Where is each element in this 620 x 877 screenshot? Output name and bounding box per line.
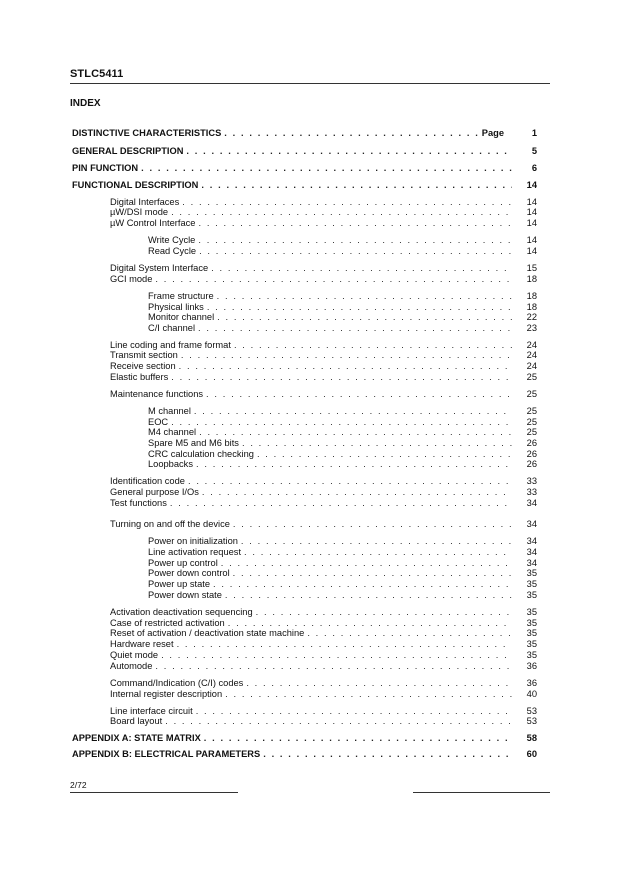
toc-entry-label: µW Control Interface [110, 218, 196, 228]
dot-leader [196, 459, 512, 470]
toc-entry-label: Command/Indication (C/I) codes [110, 678, 244, 688]
toc-entry-label: GENERAL DESCRIPTION [72, 146, 184, 156]
dot-leader [246, 678, 512, 689]
dot-leader [171, 372, 512, 383]
dot-leader [171, 207, 512, 218]
toc-entry-page: 24 [526, 340, 537, 350]
toc-entry-page: 34 [526, 498, 537, 508]
toc-entry-label: CRC calculation checking [148, 449, 254, 459]
toc-entry[interactable] [148, 312, 537, 323]
toc-entry[interactable] [148, 536, 537, 547]
dot-leader [241, 536, 512, 547]
toc-entry-label: Transmit section [110, 350, 178, 360]
toc-entry-page: 40 [526, 689, 537, 699]
toc-entry-page: 24 [526, 361, 537, 371]
toc-entry-page: 35 [526, 568, 537, 578]
toc-entry[interactable] [72, 733, 537, 744]
dot-leader [307, 628, 512, 639]
dot-leader [225, 689, 512, 700]
toc-entry[interactable] [110, 389, 537, 400]
toc-entry-label: EOC [148, 417, 169, 427]
toc-entry[interactable] [110, 361, 537, 372]
toc-entry-page: 25 [526, 427, 537, 437]
toc-entry-page: 33 [526, 487, 537, 497]
toc-entry-page: 53 [526, 706, 537, 716]
toc-entry[interactable] [148, 459, 537, 470]
toc-entry-label: M channel [148, 406, 191, 416]
toc-entry-page: 26 [526, 459, 537, 469]
toc-entry-page: 35 [526, 618, 537, 628]
toc-entry[interactable] [72, 180, 537, 191]
toc-entry[interactable] [110, 498, 537, 509]
toc-entry[interactable] [148, 246, 537, 257]
toc-entry[interactable] [110, 487, 537, 498]
dot-leader [201, 180, 512, 191]
toc-entry[interactable] [72, 163, 537, 174]
page-column-label: Page [481, 128, 504, 138]
toc-entry[interactable] [110, 628, 537, 639]
toc-entry-label: APPENDIX A: STATE MATRIX [72, 733, 201, 743]
dot-leader [165, 716, 512, 727]
toc-entry[interactable] [110, 207, 537, 218]
toc-entry[interactable] [110, 218, 537, 229]
dot-leader [211, 263, 512, 274]
toc-entry-label: Line activation request [148, 547, 242, 557]
toc-entry-label: DISTINCTIVE CHARACTERISTICS [72, 128, 222, 138]
toc-entry[interactable] [148, 427, 537, 438]
dot-leader [217, 291, 512, 302]
toc-entry-page: 18 [526, 302, 537, 312]
toc-entry-page: 36 [526, 678, 537, 688]
toc-entry[interactable] [148, 406, 537, 417]
toc-entry-page: 34 [526, 558, 537, 568]
toc-entry-label: FUNCTIONAL DESCRIPTION [72, 180, 199, 190]
toc-entry-page: 33 [526, 476, 537, 486]
dot-leader [224, 128, 478, 139]
toc-entry[interactable] [110, 607, 537, 618]
dot-leader [206, 389, 512, 400]
toc-entry-label: Line coding and frame format [110, 340, 231, 350]
toc-entry-label: Case of restricted activation [110, 618, 225, 628]
toc-entry-label: Power on initialization [148, 536, 238, 546]
toc-entry[interactable] [148, 590, 537, 601]
toc-entry-page: 35 [526, 607, 537, 617]
toc-entry-page: 14 [526, 218, 537, 228]
toc-entry-page: 60 [526, 749, 537, 759]
dot-leader [217, 312, 512, 323]
toc-entry-label: Spare M5 and M6 bits [148, 438, 239, 448]
toc-entry-label: APPENDIX B: ELECTRICAL PARAMETERS [72, 749, 261, 759]
toc-entry-label: Read Cycle [148, 246, 197, 256]
dot-leader [181, 350, 512, 361]
toc-entry[interactable] [148, 568, 537, 579]
toc-entry-page: 24 [526, 350, 537, 360]
toc-entry[interactable] [148, 235, 537, 246]
dot-leader [194, 406, 512, 417]
toc-entry[interactable] [110, 689, 537, 700]
toc-entry-page: 35 [526, 628, 537, 638]
toc-entry[interactable] [110, 372, 537, 383]
dot-leader [213, 579, 512, 590]
dot-leader [225, 590, 512, 601]
toc-entry-page: 25 [526, 372, 537, 382]
dot-leader [242, 438, 512, 449]
toc-entry-label: Activation deactivation sequencing [110, 607, 253, 617]
footer-rule-left [70, 792, 238, 793]
dot-leader [199, 246, 512, 257]
page-number: 2/72 [70, 780, 87, 790]
dot-leader [155, 274, 512, 285]
toc-entry-label: GCI mode [110, 274, 153, 284]
toc-entry-page: 18 [526, 291, 537, 301]
toc-entry[interactable] [72, 749, 537, 760]
dot-leader [170, 498, 512, 509]
toc-entry-page: 35 [526, 579, 537, 589]
toc-entry-page: 34 [526, 536, 537, 546]
toc-entry-label: Hardware reset [110, 639, 174, 649]
toc-entry-label: Loopbacks [148, 459, 193, 469]
toc-entry[interactable] [110, 476, 537, 487]
toc-entry[interactable] [110, 519, 537, 530]
toc-entry-label: Digital Interfaces [110, 197, 180, 207]
toc-entry-page: 25 [526, 417, 537, 427]
toc-entry[interactable] [148, 547, 537, 558]
toc-entry-page: 14 [526, 207, 537, 217]
toc-entry-label: Test functions [110, 498, 167, 508]
dot-leader [177, 639, 512, 650]
toc-entry-page: 53 [526, 716, 537, 726]
toc-entry[interactable] [148, 579, 537, 590]
toc-entry-label: Monitor channel [148, 312, 215, 322]
toc-entry-label: Quiet mode [110, 650, 159, 660]
toc-entry-label: Reset of activation / deactivation state machine [110, 628, 305, 638]
dot-leader [204, 733, 512, 744]
dot-leader [141, 163, 512, 174]
toc-entry-page: 1 [531, 128, 537, 138]
dot-leader [155, 661, 512, 672]
toc-entry-page: 18 [526, 274, 537, 284]
toc-entry-label: General purpose I/Os [110, 487, 199, 497]
toc-entry[interactable] [110, 650, 537, 661]
toc-entry-page: 25 [526, 406, 537, 416]
toc-entry-page: 58 [526, 733, 537, 743]
document-title: STLC5411 [70, 68, 124, 80]
toc-entry-page: 36 [526, 661, 537, 671]
toc-entry-label: Frame structure [148, 291, 214, 301]
toc-entry-label: Identification code [110, 476, 185, 486]
toc-entry[interactable] [110, 678, 537, 689]
toc-entry-label: Power down control [148, 568, 230, 578]
dot-leader [188, 476, 512, 487]
toc-entry[interactable] [110, 263, 537, 274]
dot-leader [198, 235, 512, 246]
toc-entry-page: 25 [526, 389, 537, 399]
toc-entry-label: Digital System Interface [110, 263, 209, 273]
toc-entry-page: 35 [526, 650, 537, 660]
toc-entry-label: Power up state [148, 579, 211, 589]
toc-entry-page: 34 [526, 547, 537, 557]
dot-leader [202, 487, 512, 498]
toc-entry[interactable] [110, 350, 537, 361]
toc-entry-label: Maintenance functions [110, 389, 204, 399]
toc-entry-label: Board layout [110, 716, 163, 726]
dot-leader [233, 568, 512, 579]
footer-rule-right [413, 792, 550, 793]
toc-entry-page: 14 [526, 246, 537, 256]
toc-entry-label: PIN FUNCTION [72, 163, 139, 173]
toc-entry-page: 35 [526, 590, 537, 600]
toc-entry-page: 22 [526, 312, 537, 322]
toc-entry-page: 26 [526, 449, 537, 459]
dot-leader [263, 749, 512, 760]
toc-entry[interactable] [72, 128, 537, 139]
toc-entry-label: Internal register description [110, 689, 223, 699]
dot-leader [179, 361, 512, 372]
toc-entry-page: 34 [526, 519, 537, 529]
toc-entry-label: Line interface circuit [110, 706, 193, 716]
dot-leader [244, 547, 512, 558]
toc-entry[interactable] [110, 639, 537, 650]
toc-entry-label: Receive section [110, 361, 176, 371]
toc-entry[interactable] [110, 274, 537, 285]
toc-entry-page: 26 [526, 438, 537, 448]
toc-entry-page: 35 [526, 639, 537, 649]
toc-entry[interactable] [72, 146, 537, 157]
toc-entry-label: Elastic buffers [110, 372, 169, 382]
toc-entry-label: Automode [110, 661, 153, 671]
toc-entry-label: Turning on and off the device [110, 519, 230, 529]
dot-leader [198, 323, 512, 334]
toc-entry[interactable] [148, 291, 537, 302]
toc-entry[interactable] [148, 438, 537, 449]
toc-entry-page: 14 [526, 235, 537, 245]
toc-entry-label: C/I channel [148, 323, 196, 333]
dot-leader [233, 519, 512, 530]
dot-leader [256, 607, 512, 618]
dot-leader [199, 427, 512, 438]
toc-entry-page: 5 [531, 146, 537, 156]
toc-entry[interactable] [110, 716, 537, 727]
toc-entry-page: 14 [526, 180, 537, 190]
index-heading: INDEX [70, 98, 101, 109]
toc-entry-label: M4 channel [148, 427, 197, 437]
toc-entry-label: Power up control [148, 558, 218, 568]
dot-leader [186, 146, 512, 157]
dot-leader [198, 218, 512, 229]
toc-entry-page: 14 [526, 197, 537, 207]
toc-entry-page: 15 [526, 263, 537, 273]
toc-entry-page: 23 [526, 323, 537, 333]
toc-entry[interactable] [110, 661, 537, 672]
toc-entry[interactable] [148, 323, 537, 334]
toc-entry-label: Write Cycle [148, 235, 196, 245]
toc-entry-label: µW/DSI mode [110, 207, 169, 217]
toc-entry-label: Physical links [148, 302, 204, 312]
toc-entry-page: 6 [531, 163, 537, 173]
dot-leader [161, 650, 512, 661]
toc-entry-label: Power down state [148, 590, 222, 600]
